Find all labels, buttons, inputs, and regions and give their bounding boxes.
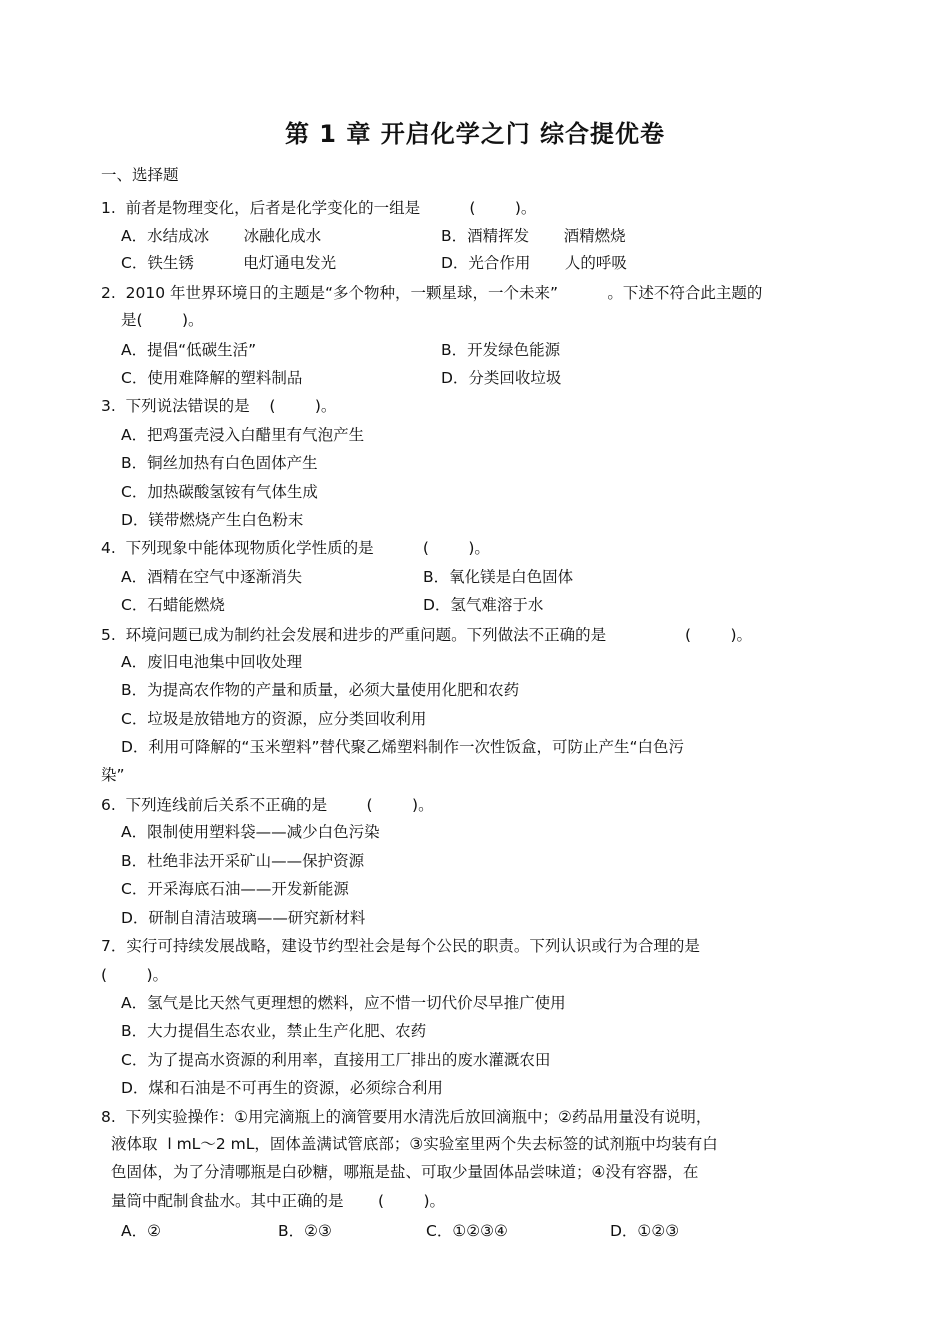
question-7-option-b: B．大力提倡生态农业，禁止生产化肥、农药	[121, 1022, 427, 1040]
question-5-option-c: C．垃圾是放错地方的资源，应分类回收利用	[121, 710, 427, 728]
question-1-stem: 1. 前者是物理变化，后者是化学变化的一组是 ( )。	[101, 199, 537, 217]
question-1-option-b: B．酒精挥发 酒精燃烧	[441, 227, 626, 245]
question-4-option-b: B．氧化镁是白色固体	[423, 568, 574, 586]
question-8-option-d: D．①②③	[610, 1222, 680, 1240]
question-8-option-c: C．①②③④	[426, 1222, 508, 1240]
question-8-option-a: A．②	[121, 1222, 161, 1240]
question-8-stem-line-2: 液体取 l mL～2 mL，固体盖满试管底部；③实验室里两个失去标签的试剂瓶中均装有白	[111, 1135, 718, 1153]
page-title: 第 1 章 开启化学之门 综合提优卷	[284, 120, 666, 148]
question-2-option-a: A．提倡“低碳生活”	[121, 341, 257, 359]
section-heading: 一、选择题	[101, 166, 179, 184]
question-5-option-d-line-2: 染”	[101, 766, 125, 784]
question-8-option-b: B．②③	[278, 1222, 332, 1240]
question-8-stem-line-4: 量筒中配制食盐水。其中正确的是 ( )。	[111, 1192, 446, 1210]
question-5-stem: 5. 环境问题已成为制约社会发展和进步的严重问题。下列做法不正确的是 ( )。	[101, 626, 752, 644]
question-5-option-a: A．废旧电池集中回收处理	[121, 653, 303, 671]
question-3-option-a: A．把鸡蛋壳浸入白醋里有气泡产生	[121, 426, 365, 444]
question-7-stem-line-2: ( )。	[101, 966, 169, 984]
question-8-stem-line-3: 色固体，为了分清哪瓶是白砂糖，哪瓶是盐、可取少量固体品尝味道；④没有容器，在	[111, 1163, 699, 1181]
question-6-option-a: A．限制使用塑料袋——减少白色污染	[121, 823, 380, 841]
question-2-option-d: D．分类回收垃圾	[441, 369, 562, 387]
question-2-stem-line-2: 是( )。	[121, 311, 204, 329]
question-3-option-b: B．铜丝加热有白色固体产生	[121, 454, 318, 472]
question-7-option-c: C．为了提高水资源的利用率，直接用工厂排出的废水灌溉农田	[121, 1051, 551, 1069]
question-3-stem: 3. 下列说法错误的是 ( )。	[101, 397, 337, 415]
question-6-stem: 6. 下列连线前后关系不正确的是 ( )。	[101, 796, 434, 814]
question-5-option-b: B．为提高农作物的产量和质量，必须大量使用化肥和农药	[121, 681, 520, 699]
question-6-option-d: D．研制自清洁玻璃——研究新材料	[121, 909, 366, 927]
question-4-option-c: C．石蜡能燃烧	[121, 596, 225, 614]
question-2-stem-line-1: 2. 2010 年世界环境日的主题是“多个物种，一颗星球，一个未来” 。下述不符合此主题的	[101, 284, 763, 302]
question-3-option-c: C．加热碳酸氢铵有气体生成	[121, 483, 318, 501]
question-4-option-a: A．酒精在空气中逐渐消失	[121, 568, 303, 586]
question-2-option-c: C．使用难降解的塑料制品	[121, 369, 303, 387]
question-7-option-a: A．氢气是比天然气更理想的燃料，应不惜一切代价尽早推广使用	[121, 994, 566, 1012]
question-4-stem: 4. 下列现象中能体现物质化学性质的是 ( )。	[101, 539, 490, 557]
question-6-option-b: B．杜绝非法开采矿山——保护资源	[121, 852, 365, 870]
question-7-option-d: D．煤和石油是不可再生的资源，必须综合利用	[121, 1079, 443, 1097]
question-8-stem-line-1: 8. 下列实验操作：①用完滴瓶上的滴管要用水清洗后放回滴瓶中；②药品用量没有说明，	[101, 1108, 712, 1126]
question-1-option-c: C．铁生锈 电灯通电发光	[121, 254, 337, 272]
question-2-option-b: B．开发绿色能源	[441, 341, 561, 359]
question-1-option-d: D．光合作用 人的呼吸	[441, 254, 627, 272]
question-6-option-c: C．开采海底石油——开发新能源	[121, 880, 349, 898]
question-7-stem-line-1: 7．实行可持续发展战略，建设节约型社会是每个公民的职责。下列认识或行为合理的是	[101, 937, 700, 955]
question-4-option-d: D．氢气难溶于水	[423, 596, 544, 614]
question-3-option-d: D．镁带燃烧产生白色粉末	[121, 511, 304, 529]
question-1-option-a: A．水结成冰 冰融化成水	[121, 227, 322, 245]
question-5-option-d-line-1: D．利用可降解的“玉米塑料”替代聚乙烯塑料制作一次性饭盒，可防止产生“白色污	[121, 738, 685, 756]
